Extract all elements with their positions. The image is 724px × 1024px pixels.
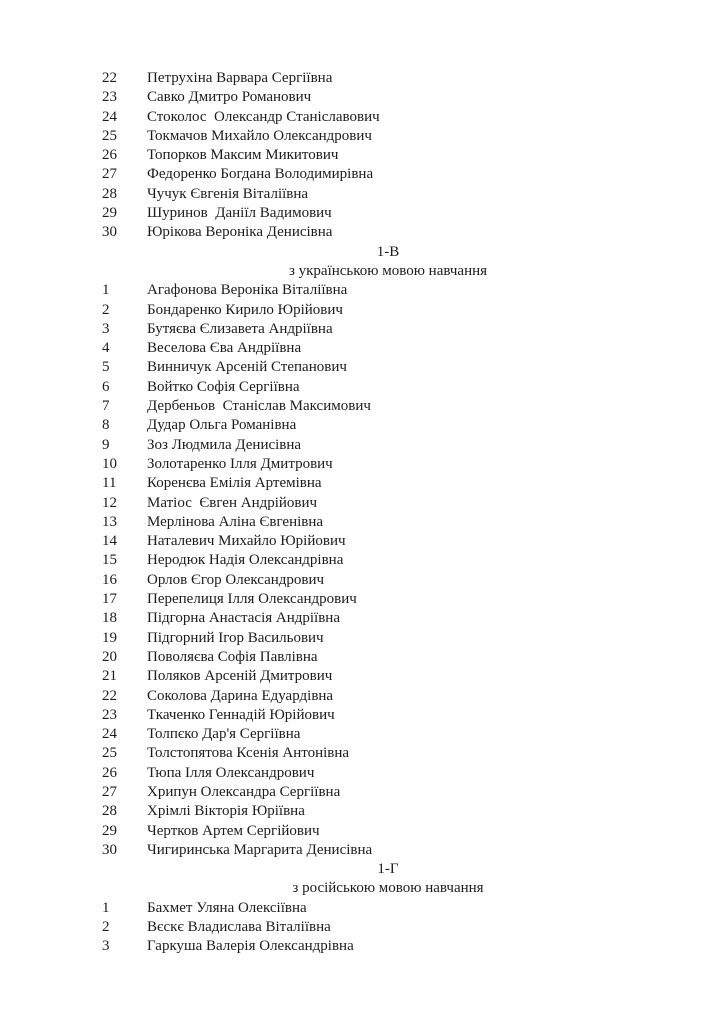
list-item [0, 571, 724, 590]
item-number: 24 [102, 108, 117, 125]
item-name: Золотаренко Ілля Дмитрович [147, 455, 333, 472]
list-item [0, 706, 724, 725]
section-subtitle-1v: з українською мовою навчання [288, 262, 488, 279]
item-number: 4 [102, 340, 110, 357]
item-number: 29 [102, 205, 117, 222]
item-name: Підгорний Ігор Васильович [147, 629, 324, 646]
item-number: 19 [102, 629, 117, 646]
item-number: 3 [102, 320, 110, 337]
item-number: 23 [102, 89, 117, 106]
item-number: 23 [102, 706, 117, 723]
item-number: 11 [102, 475, 117, 492]
item-name: Соколова Дарина Едуардівна [147, 687, 334, 704]
item-number: 1 [102, 899, 110, 916]
list-item [0, 802, 724, 821]
item-name: Ткаченко Геннадій Юрійович [147, 706, 335, 723]
list-item [0, 69, 724, 88]
item-name: Хрімлі Вікторія Юріївна [147, 803, 305, 820]
item-name: Федоренко Богдана Володимирівна [147, 166, 374, 183]
item-number: 3 [102, 938, 110, 955]
list-item [0, 436, 724, 455]
list-item [0, 532, 724, 551]
list-item [0, 146, 724, 165]
list-item [0, 397, 724, 416]
item-name: Стоколос Олександр Станіславович [147, 108, 380, 125]
item-name: Толпєко Дар'я Сергіївна [147, 726, 301, 743]
item-number: 27 [102, 783, 117, 800]
list-item [0, 937, 724, 956]
item-name: Неродюк Надія Олександрівна [147, 552, 344, 569]
list-item [0, 513, 724, 532]
list-item [0, 301, 724, 320]
list-item [0, 725, 724, 744]
list-item [0, 88, 724, 107]
list-item [0, 609, 724, 628]
list-item [0, 551, 724, 570]
item-name: Тюпа Ілля Олександрович [147, 764, 315, 781]
list-item [0, 648, 724, 667]
item-number: 8 [102, 417, 110, 434]
item-number: 2 [102, 301, 110, 318]
item-name: Толстопятова Ксенія Антонівна [147, 745, 350, 762]
list-item [0, 783, 724, 802]
item-number: 1 [102, 282, 110, 299]
item-number: 24 [102, 726, 117, 743]
list-item [0, 629, 724, 648]
item-name: Савко Дмитро Романович [147, 89, 312, 106]
item-number: 17 [102, 591, 117, 608]
item-number: 12 [102, 494, 117, 511]
item-number: 25 [102, 127, 117, 144]
item-name: Орлов Єгор Олександрович [147, 571, 325, 588]
item-number: 15 [102, 552, 117, 569]
item-name: Бондаренко Кирило Юрійович [147, 301, 343, 318]
list-item [0, 165, 724, 184]
item-number: 28 [102, 185, 117, 202]
list-item [0, 339, 724, 358]
list-item [0, 378, 724, 397]
item-name: Бахмет Уляна Олексіївна [147, 899, 307, 916]
item-name: Винничук Арсеній Степанович [147, 359, 347, 376]
item-name: Шуринов Даніїл Вадимович [147, 205, 332, 222]
item-name: Веселова Єва Андріївна [147, 340, 302, 357]
item-name: Перепелиця Ілля Олександрович [147, 591, 357, 608]
list-item [0, 416, 724, 435]
item-name: Чигиринська Маргарита Денисівна [147, 841, 373, 858]
list-item [0, 744, 724, 763]
roster-continued-list [0, 69, 724, 243]
item-number: 27 [102, 166, 117, 183]
item-name: Бутяєва Єлизавета Андріївна [147, 320, 333, 337]
list-item [0, 918, 724, 937]
item-number: 26 [102, 147, 117, 164]
class-roster [0, 69, 724, 957]
item-number: 30 [102, 224, 117, 241]
item-name: Коренєва Емілія Артемівна [147, 475, 322, 492]
section-subtitle-1g: з російською мовою навчання [292, 880, 484, 897]
list-item [0, 667, 724, 686]
item-number: 30 [102, 841, 117, 858]
list-item [0, 687, 724, 706]
list-item [0, 358, 724, 377]
item-number: 14 [102, 533, 117, 550]
list-item [0, 899, 724, 918]
list-item [0, 108, 724, 127]
item-name: Чучук Євгенія Віталіївна [147, 185, 309, 202]
item-number: 2 [102, 919, 110, 936]
item-number: 10 [102, 455, 117, 472]
item-number: 25 [102, 745, 117, 762]
item-number: 20 [102, 648, 117, 665]
item-number: 28 [102, 803, 117, 820]
list-item [0, 764, 724, 783]
item-number: 6 [102, 378, 110, 395]
item-name: Дудар Ольга Романівна [147, 417, 297, 434]
item-name: Чертков Артем Сергійович [147, 822, 320, 839]
item-name: Войтко Софія Сергіївна [147, 378, 300, 395]
list-item [0, 185, 724, 204]
list-item [0, 841, 724, 860]
item-name: Токмачов Михайло Олександрович [147, 127, 372, 144]
list-item [0, 494, 724, 513]
item-number: 22 [102, 70, 117, 86]
list-item [0, 590, 724, 609]
list-item [0, 204, 724, 223]
list-item [0, 281, 724, 300]
item-number: 5 [102, 359, 110, 376]
item-name: Хрипун Олександра Сергіївна [147, 783, 341, 800]
item-number: 21 [102, 668, 117, 685]
list-item [0, 455, 724, 474]
item-name: Юрікова Вероніка Денисівна [147, 224, 333, 241]
list-item [0, 223, 724, 242]
list-item [0, 127, 724, 146]
item-number: 22 [102, 687, 117, 704]
list-item [0, 320, 724, 339]
item-number: 9 [102, 436, 110, 453]
item-name: Петрухіна Варвара Сергіївна [147, 70, 333, 86]
roster-list-1v [0, 281, 724, 860]
item-number: 7 [102, 398, 110, 415]
item-name: Поволяєва Софія Павлівна [147, 648, 318, 665]
item-name: Мерлінова Аліна Євгенівна [147, 513, 324, 530]
item-number: 16 [102, 571, 117, 588]
item-number: 29 [102, 822, 117, 839]
roster-list-1g [0, 899, 724, 957]
item-name: Зоз Людмила Денисівна [147, 436, 302, 453]
section-title-1v: 1-В [376, 243, 400, 260]
item-number: 13 [102, 513, 117, 530]
item-number: 18 [102, 610, 117, 627]
item-name: Поляков Арсеній Дмитрович [147, 668, 333, 685]
item-name: Дербеньов Станіслав Максимович [147, 398, 371, 415]
item-name: Агафонова Вероніка Віталіївна [147, 282, 348, 299]
item-number: 26 [102, 764, 117, 781]
item-name: Наталевич Михайло Юрійович [147, 533, 346, 550]
section-title-1g: 1-Г [377, 861, 399, 878]
item-name: Топорков Максим Микитович [147, 147, 339, 164]
item-name: Вєскє Владислава Віталіївна [147, 919, 331, 936]
item-name: Матіос Євген Андрійович [147, 494, 318, 511]
list-item [0, 822, 724, 841]
item-name: Підгорна Анастасія Андріївна [147, 610, 340, 627]
item-name: Гаркуша Валерія Олександрівна [147, 938, 354, 955]
list-item [0, 474, 724, 493]
